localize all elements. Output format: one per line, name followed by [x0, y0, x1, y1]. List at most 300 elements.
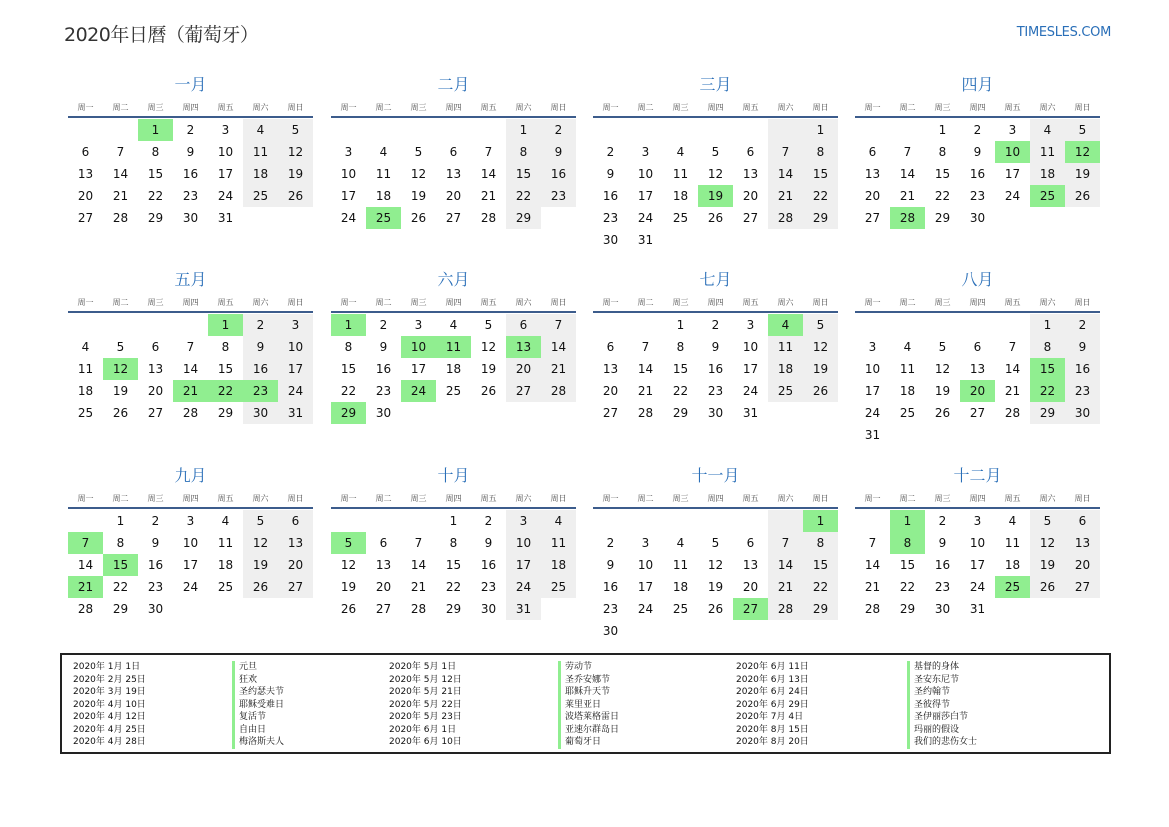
day-cell: 4 [903, 340, 912, 354]
day-cell: 6 [81, 145, 90, 159]
day-cell: 14 [182, 362, 199, 376]
legend-holiday-name: 葡萄牙日 [558, 736, 619, 749]
day-cell: 6 [746, 536, 755, 550]
day-cell: 6 [746, 145, 755, 159]
weekday-label: 周二 [899, 103, 916, 112]
legend-date-column [736, 661, 809, 749]
weekday-label: 周四 [707, 494, 724, 503]
month-name: 九月 [174, 466, 207, 485]
weekday-label: 周三 [410, 494, 427, 503]
day-cell: 20 [278, 554, 313, 576]
day-cell: 25 [243, 185, 278, 207]
legend-date: 2020年 5月 23日 [389, 712, 462, 722]
legend-holiday-name: 圣约翰节 [907, 686, 977, 699]
day-cell: 4 [676, 536, 685, 550]
weekday-label: 周日 [1074, 103, 1091, 112]
empty-cell [68, 119, 103, 141]
holiday-day-cell: 12 [1065, 141, 1100, 163]
day-cell: 5 [484, 318, 493, 332]
legend-holiday-name: 亚速尔群岛日 [558, 724, 619, 737]
legend-holiday-name: 圣伊丽莎白节 [907, 711, 977, 724]
day-cell: 8 [938, 145, 947, 159]
holiday-day-cell: 20 [960, 380, 995, 402]
day-cell: 22 [899, 580, 916, 594]
day-cell: 12 [410, 167, 427, 181]
empty-cell [173, 314, 208, 336]
day-cell: 29 [147, 211, 164, 225]
weekday-label: 周五 [217, 298, 234, 307]
weekday-label: 周二 [899, 494, 916, 503]
day-cell: 30 [707, 406, 724, 420]
weekday-label: 周六 [777, 298, 794, 307]
day-cell: 11 [217, 536, 234, 550]
day-cell: 7 [414, 536, 423, 550]
day-cell: 24 [637, 602, 654, 616]
day-cell: 18 [672, 189, 689, 203]
day-cell: 24 [340, 211, 357, 225]
day-cell: 20 [375, 580, 392, 594]
day-cell: 5 [803, 314, 838, 336]
day-cell: 2 [1065, 314, 1100, 336]
day-cell: 6 [1065, 510, 1100, 532]
day-cell: 7 [484, 145, 493, 159]
day-cell: 2 [606, 536, 615, 550]
day-cell: 16 [707, 362, 724, 376]
day-cell: 27 [278, 576, 313, 598]
day-cell: 10 [278, 336, 313, 358]
holiday-day-cell: 15 [103, 554, 138, 576]
day-cell: 8 [676, 340, 685, 354]
day-cell: 19 [707, 580, 724, 594]
holiday-day-cell: 22 [208, 380, 243, 402]
weekday-label: 周一 [340, 494, 357, 503]
day-cell: 27 [1065, 576, 1100, 598]
weekday-label: 周日 [287, 494, 304, 503]
month-block [855, 267, 1100, 447]
month-name: 十月 [437, 466, 470, 485]
empty-cell [138, 314, 173, 336]
weekday-label: 周四 [182, 494, 199, 503]
day-cell: 19 [1065, 163, 1100, 185]
month-name: 八月 [961, 270, 994, 289]
day-grid [68, 119, 313, 229]
day-cell: 30 [182, 211, 199, 225]
day-cell: 20 [602, 384, 619, 398]
day-cell: 19 [803, 358, 838, 380]
day-cell: 18 [217, 558, 234, 572]
day-cell: 10 [969, 536, 986, 550]
weekday-label: 周五 [742, 494, 759, 503]
day-cell: 24 [969, 580, 986, 594]
holiday-day-cell: 13 [506, 336, 541, 358]
day-cell: 11 [1030, 141, 1065, 163]
page-title: 2020年日曆（葡萄牙） [64, 24, 259, 46]
day-cell: 7 [186, 340, 195, 354]
day-cell: 20 [77, 189, 94, 203]
day-cell: 28 [410, 602, 427, 616]
empty-cell [331, 119, 366, 141]
weekday-label: 周四 [707, 103, 724, 112]
legend-date: 2020年 4月 10日 [73, 699, 146, 710]
day-cell: 8 [506, 141, 541, 163]
weekday-label: 周三 [672, 494, 689, 503]
day-cell: 31 [742, 406, 759, 420]
day-cell: 19 [410, 189, 427, 203]
day-cell: 7 [903, 145, 912, 159]
weekday-label: 周四 [969, 103, 986, 112]
day-cell: 16 [934, 558, 951, 572]
day-grid [68, 314, 313, 424]
day-cell: 30 [969, 211, 986, 225]
day-cell: 21 [1004, 384, 1021, 398]
day-cell: 22 [147, 189, 164, 203]
day-cell: 9 [1065, 336, 1100, 358]
weekday-label: 周五 [742, 298, 759, 307]
day-cell: 28 [541, 380, 576, 402]
day-cell: 17 [410, 362, 427, 376]
legend-date: 2020年 5月 12日 [389, 674, 462, 685]
empty-cell [855, 510, 890, 532]
day-cell: 21 [410, 580, 427, 594]
day-cell: 17 [742, 362, 759, 376]
day-cell: 5 [938, 340, 947, 354]
day-cell: 21 [480, 189, 497, 203]
day-cell: 9 [711, 340, 720, 354]
day-cell: 12 [1030, 532, 1065, 554]
empty-cell [366, 119, 401, 141]
day-cell: 10 [742, 340, 759, 354]
day-cell: 6 [449, 145, 458, 159]
empty-cell [960, 314, 995, 336]
holiday-day-cell: 23 [243, 380, 278, 402]
day-cell: 9 [186, 145, 195, 159]
weekday-label: 周日 [287, 103, 304, 112]
holiday-day-cell: 11 [436, 336, 471, 358]
day-cell: 18 [1004, 558, 1021, 572]
weekday-label: 周一 [864, 298, 881, 307]
day-cell: 9 [379, 340, 388, 354]
holiday-day-cell: 7 [68, 532, 103, 554]
day-cell: 7 [541, 314, 576, 336]
weekday-label: 周一 [77, 298, 94, 307]
day-cell: 14 [899, 167, 916, 181]
weekday-label: 周六 [252, 103, 269, 112]
weekday-label: 周日 [550, 494, 567, 503]
holiday-day-cell: 1 [208, 314, 243, 336]
day-cell: 16 [602, 580, 619, 594]
weekday-label: 周四 [969, 298, 986, 307]
day-cell: 18 [243, 163, 278, 185]
site-link[interactable]: TIMESLES.COM [1016, 25, 1111, 40]
day-cell: 25 [768, 380, 803, 402]
holiday-day-cell: 12 [103, 358, 138, 380]
day-cell: 18 [1030, 163, 1065, 185]
day-cell: 15 [445, 558, 462, 572]
month-name: 四月 [961, 75, 994, 94]
day-cell: 21 [112, 189, 129, 203]
weekday-label: 周五 [217, 103, 234, 112]
weekday-label: 周四 [707, 298, 724, 307]
day-cell: 20 [147, 384, 164, 398]
day-cell: 13 [864, 167, 881, 181]
day-cell: 5 [243, 510, 278, 532]
day-cell: 4 [221, 514, 230, 528]
holiday-day-cell: 8 [890, 532, 925, 554]
weekday-label: 周日 [1074, 298, 1091, 307]
empty-cell [401, 510, 436, 532]
day-cell: 26 [243, 576, 278, 598]
day-cell: 20 [742, 580, 759, 594]
day-cell: 10 [217, 145, 234, 159]
weekday-header [68, 98, 313, 118]
day-cell: 29 [934, 211, 951, 225]
weekday-label: 周三 [672, 298, 689, 307]
empty-cell [698, 119, 733, 141]
day-cell: 8 [449, 536, 458, 550]
day-cell: 5 [414, 145, 423, 159]
weekday-header [593, 293, 838, 313]
day-grid [331, 119, 576, 229]
day-cell: 24 [864, 406, 881, 420]
day-cell: 10 [182, 536, 199, 550]
empty-cell [698, 510, 733, 532]
day-cell: 21 [768, 185, 803, 207]
day-cell: 15 [506, 163, 541, 185]
legend-date: 2020年 6月 11日 [736, 662, 809, 672]
day-cell: 19 [1030, 554, 1065, 576]
legend-date: 2020年 4月 28日 [73, 737, 146, 747]
day-cell: 27 [77, 211, 94, 225]
legend-name-column [232, 661, 284, 749]
day-cell: 8 [803, 141, 838, 163]
month-block [855, 72, 1100, 252]
holiday-day-cell: 1 [890, 510, 925, 532]
weekday-label: 周二 [637, 494, 654, 503]
weekday-label: 周日 [812, 298, 829, 307]
legend-holiday-name: 耶稣受难日 [232, 699, 284, 712]
day-cell: 26 [480, 384, 497, 398]
day-cell: 16 [375, 362, 392, 376]
weekday-label: 周五 [480, 103, 497, 112]
weekday-label: 周一 [864, 103, 881, 112]
day-cell: 3 [746, 318, 755, 332]
day-cell: 5 [1030, 510, 1065, 532]
weekday-label: 周二 [637, 298, 654, 307]
day-cell: 30 [243, 402, 278, 424]
weekday-label: 周四 [182, 298, 199, 307]
day-cell: 23 [969, 189, 986, 203]
day-cell: 5 [711, 145, 720, 159]
weekday-label: 周二 [637, 103, 654, 112]
weekday-label: 周三 [147, 494, 164, 503]
day-cell: 3 [506, 510, 541, 532]
legend-date: 2020年 8月 20日 [736, 737, 809, 747]
day-cell: 13 [742, 167, 759, 181]
day-cell: 6 [151, 340, 160, 354]
day-cell: 10 [340, 167, 357, 181]
day-cell: 31 [278, 402, 313, 424]
day-cell: 8 [1030, 336, 1065, 358]
day-cell: 13 [969, 362, 986, 376]
day-cell: 1 [449, 514, 458, 528]
holiday-day-cell: 4 [768, 314, 803, 336]
day-cell: 20 [506, 358, 541, 380]
day-cell: 4 [81, 340, 90, 354]
day-cell: 14 [112, 167, 129, 181]
day-cell: 27 [864, 211, 881, 225]
day-cell: 31 [969, 602, 986, 616]
weekday-label: 周一 [77, 103, 94, 112]
legend-name-column [907, 661, 977, 749]
weekday-label: 周二 [112, 494, 129, 503]
weekday-label: 周二 [899, 298, 916, 307]
legend-date: 2020年 6月 13日 [736, 674, 809, 685]
day-cell: 4 [541, 510, 576, 532]
day-cell: 30 [147, 602, 164, 616]
day-cell: 2 [379, 318, 388, 332]
weekday-label: 周六 [1039, 298, 1056, 307]
empty-cell [890, 314, 925, 336]
month-block [331, 267, 576, 447]
holiday-day-cell: 10 [401, 336, 436, 358]
legend-holiday-name: 圣彼得节 [907, 699, 977, 712]
month-name: 七月 [699, 270, 732, 289]
day-cell: 22 [803, 185, 838, 207]
day-grid [593, 510, 838, 642]
legend-holiday-name: 梅洛斯夫人 [232, 736, 284, 749]
day-cell: 27 [602, 406, 619, 420]
day-cell: 29 [1030, 402, 1065, 424]
weekday-label: 周六 [252, 298, 269, 307]
day-cell: 3 [641, 536, 650, 550]
day-cell: 20 [742, 189, 759, 203]
day-cell: 16 [480, 558, 497, 572]
day-grid [593, 119, 838, 251]
day-cell: 6 [868, 145, 877, 159]
day-cell: 13 [147, 362, 164, 376]
day-cell: 3 [278, 314, 313, 336]
day-cell: 14 [637, 362, 654, 376]
day-cell: 12 [243, 532, 278, 554]
empty-cell [855, 119, 890, 141]
month-name: 五月 [174, 270, 207, 289]
month-block [331, 72, 576, 252]
legend-holiday-name: 自由日 [232, 724, 284, 737]
legend-date: 2020年 3月 19日 [73, 687, 146, 697]
day-cell: 11 [243, 141, 278, 163]
weekday-label: 周六 [1039, 494, 1056, 503]
day-cell: 13 [77, 167, 94, 181]
day-cell: 22 [112, 580, 129, 594]
day-cell: 17 [637, 189, 654, 203]
day-cell: 28 [480, 211, 497, 225]
day-cell: 31 [506, 598, 541, 620]
weekday-label: 周五 [480, 298, 497, 307]
day-cell: 17 [217, 167, 234, 181]
day-cell: 28 [768, 598, 803, 620]
day-cell: 6 [606, 340, 615, 354]
weekday-label: 周二 [375, 494, 392, 503]
day-cell: 12 [278, 141, 313, 163]
day-cell: 15 [340, 362, 357, 376]
empty-cell [628, 314, 663, 336]
weekday-label: 周一 [864, 494, 881, 503]
day-cell: 26 [707, 602, 724, 616]
weekday-label: 周四 [445, 494, 462, 503]
day-cell: 5 [116, 340, 125, 354]
day-cell: 12 [707, 558, 724, 572]
day-cell: 2 [151, 514, 160, 528]
month-name: 六月 [437, 270, 470, 289]
legend-holiday-name: 复活节 [232, 711, 284, 724]
day-cell: 22 [803, 576, 838, 598]
day-cell: 14 [768, 163, 803, 185]
holiday-day-cell: 19 [698, 185, 733, 207]
weekday-label: 周六 [777, 494, 794, 503]
day-cell: 6 [379, 536, 388, 550]
day-cell: 15 [803, 554, 838, 576]
day-cell: 25 [899, 406, 916, 420]
day-grid [331, 510, 576, 620]
day-cell: 8 [116, 536, 125, 550]
legend-date: 2020年 6月 10日 [389, 737, 462, 747]
day-cell: 22 [672, 384, 689, 398]
day-grid [331, 314, 576, 424]
day-cell: 3 [186, 514, 195, 528]
empty-cell [925, 314, 960, 336]
legend-date-column [389, 661, 462, 749]
day-cell: 2 [938, 514, 947, 528]
day-cell: 29 [445, 602, 462, 616]
day-cell: 10 [637, 167, 654, 181]
day-cell: 25 [217, 580, 234, 594]
day-cell: 16 [602, 189, 619, 203]
day-cell: 18 [77, 384, 94, 398]
weekday-label: 周三 [147, 298, 164, 307]
day-grid [855, 510, 1100, 620]
day-cell: 3 [973, 514, 982, 528]
weekday-label: 周一 [602, 103, 619, 112]
day-cell: 17 [340, 189, 357, 203]
day-cell: 4 [449, 318, 458, 332]
day-cell: 13 [445, 167, 462, 181]
day-cell: 16 [147, 558, 164, 572]
day-cell: 13 [742, 558, 759, 572]
day-cell: 12 [480, 340, 497, 354]
day-cell: 25 [445, 384, 462, 398]
month-name: 十一月 [691, 466, 740, 485]
day-cell: 20 [445, 189, 462, 203]
empty-cell [768, 119, 803, 141]
weekday-label: 周五 [217, 494, 234, 503]
day-cell: 7 [868, 536, 877, 550]
holiday-day-cell: 24 [401, 380, 436, 402]
day-cell: 25 [77, 406, 94, 420]
legend-holiday-name: 耶稣升天节 [558, 686, 619, 699]
day-cell: 21 [768, 576, 803, 598]
legend-date: 2020年 4月 25日 [73, 724, 146, 735]
day-cell: 17 [506, 554, 541, 576]
weekday-header [331, 98, 576, 118]
day-cell: 28 [637, 406, 654, 420]
weekday-label: 周二 [112, 103, 129, 112]
day-cell: 30 [1065, 402, 1100, 424]
day-cell: 29 [899, 602, 916, 616]
holiday-day-cell: 5 [331, 532, 366, 554]
day-cell: 9 [606, 558, 615, 572]
legend-date: 2020年 4月 12日 [73, 712, 146, 722]
day-cell: 7 [768, 141, 803, 163]
